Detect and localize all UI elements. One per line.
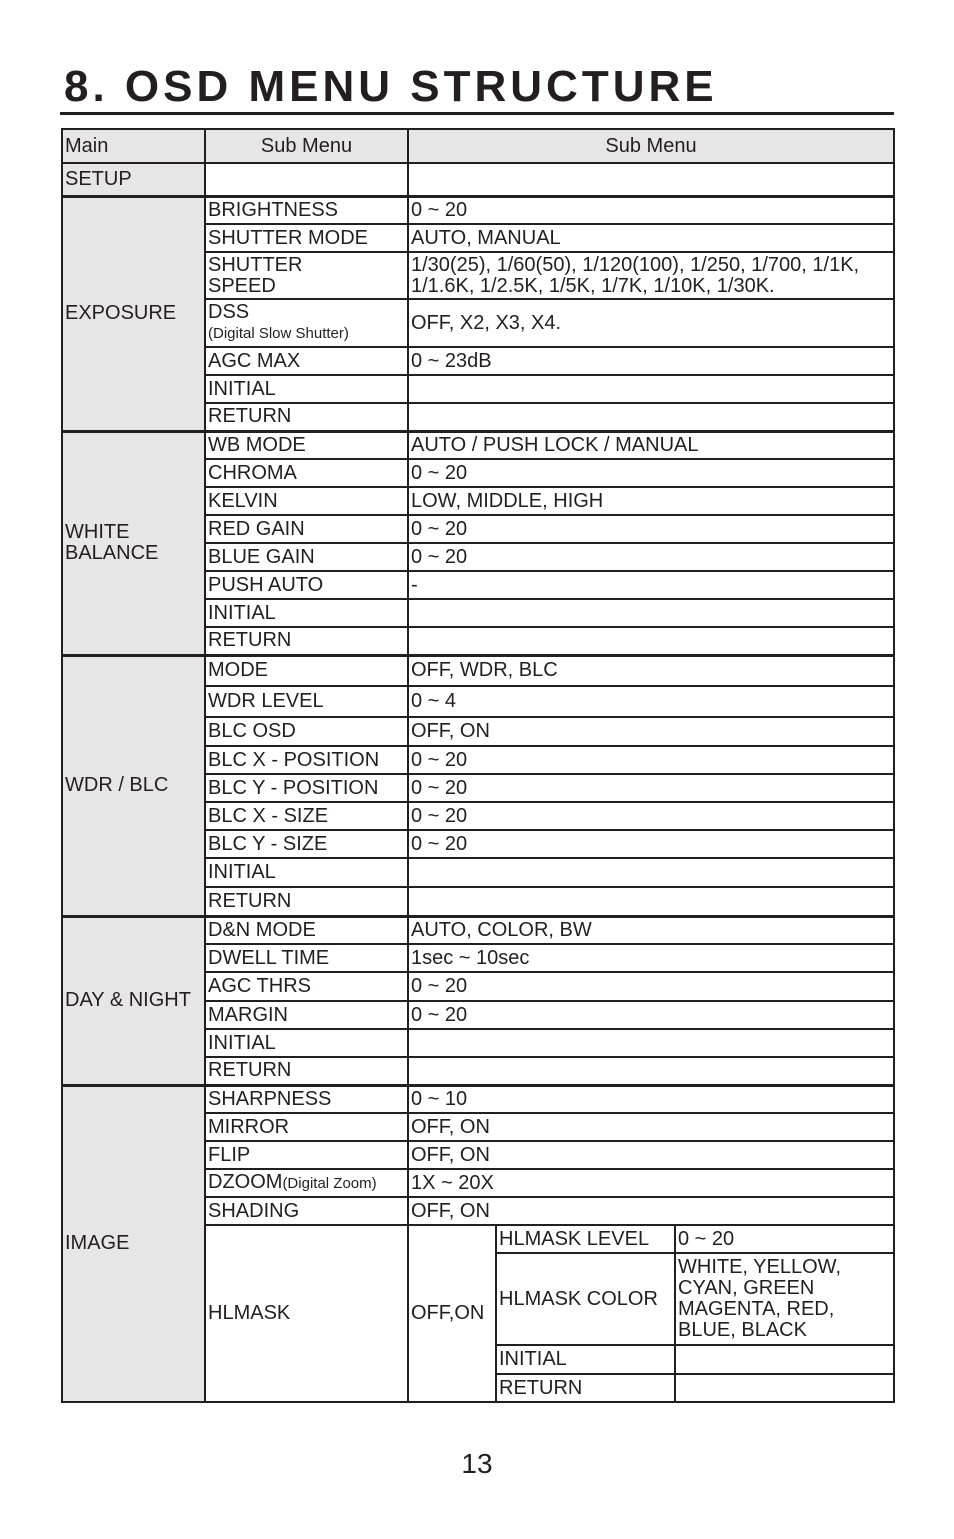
setup-value-empty: [408, 163, 894, 196]
value-shutter-speed: [408, 252, 894, 299]
value-blc-y-size: 0 ~ 20: [408, 830, 894, 858]
value-initial: [408, 1029, 894, 1057]
submenu-agc-thrs: AGC THRS: [205, 972, 408, 1001]
header-row: [62, 129, 894, 163]
header-sub-menu-1: Sub Menu: [205, 129, 408, 163]
submenu-shutter-speed: [205, 252, 408, 299]
value-hlmask-return: [675, 1374, 894, 1402]
submenu-blc-y-size: BLC Y - SIZE: [205, 830, 408, 858]
value-initial: [408, 599, 894, 627]
value-red-gain: 0 ~ 20: [408, 515, 894, 543]
value-shutter-speed-line1: 1/30(25), 1/60(50), 1/120(100), 1/250, 1/700, 1/1K,: [411, 253, 860, 276]
submenu-mirror: MIRROR: [205, 1113, 408, 1141]
submenu-dss-note: (Digital Slow Shutter): [208, 325, 349, 342]
value-agc-max: 0 ~ 23dB: [408, 347, 894, 375]
value-initial: [408, 375, 894, 403]
header-sub-menu-2: Sub Menu: [408, 129, 894, 163]
value-agc-thrs: 0 ~ 20: [408, 972, 894, 1001]
submenu-initial: INITIAL: [205, 858, 408, 887]
submenu-blc-osd: BLC OSD: [205, 717, 408, 746]
value-hlmask: OFF,ON: [408, 1225, 496, 1402]
submenu-chroma: CHROMA: [205, 459, 408, 487]
submenu-wb-mode: WB MODE: [205, 431, 408, 459]
submenu-hlmask-return: RETURN: [496, 1374, 675, 1402]
submenu-hlmask-initial: INITIAL: [496, 1345, 675, 1374]
submenu-hlmask: HLMASK: [205, 1225, 408, 1402]
value-hlmask-color-line1: WHITE, YELLOW,: [678, 1256, 841, 1278]
main-wdr-blc: WDR / BLC: [62, 655, 205, 916]
main-white-balance-line1: WHITE: [65, 521, 130, 543]
submenu-return: RETURN: [205, 1057, 408, 1085]
value-flip: OFF, ON: [408, 1141, 894, 1169]
osd-menu-table: [61, 128, 895, 1403]
submenu-agc-max: AGC MAX: [205, 347, 408, 375]
submenu-return: RETURN: [205, 887, 408, 916]
page-number: 13: [461, 1448, 493, 1479]
value-margin: 0 ~ 20: [408, 1001, 894, 1029]
submenu-flip: FLIP: [205, 1141, 408, 1169]
submenu-wdr-level: WDR LEVEL: [205, 686, 408, 717]
submenu-shutter-speed-line1: SHUTTER: [208, 253, 303, 276]
value-shading: OFF, ON: [408, 1197, 894, 1225]
setup-row: [62, 163, 894, 196]
submenu-kelvin: KELVIN: [205, 487, 408, 515]
submenu-return: RETURN: [205, 627, 408, 655]
value-wb-mode: AUTO / PUSH LOCK / MANUAL: [408, 431, 894, 459]
value-hlmask-level: 0 ~ 20: [675, 1225, 894, 1253]
submenu-dss-name: DSS: [208, 301, 250, 323]
submenu-blc-y-position: BLC Y - POSITION: [205, 774, 408, 802]
submenu-red-gain: RED GAIN: [205, 515, 408, 543]
value-return: [408, 1057, 894, 1085]
submenu-blc-x-position: BLC X - POSITION: [205, 746, 408, 774]
value-shutter-speed-line2: 1/1.6K, 1/2.5K, 1/5K, 1/7K, 1/10K, 1/30K.: [411, 274, 775, 297]
value-blc-x-size: 0 ~ 20: [408, 802, 894, 830]
value-return: [408, 403, 894, 431]
title-underline: [60, 112, 894, 115]
value-initial: [408, 858, 894, 887]
value-blc-y-position: 0 ~ 20: [408, 774, 894, 802]
submenu-blc-x-size: BLC X - SIZE: [205, 802, 408, 830]
main-white-balance: [62, 431, 205, 655]
value-brightness: 0 ~ 20: [408, 196, 894, 224]
value-dss: OFF, X2, X3, X4.: [408, 299, 894, 347]
submenu-shutter-speed-line2: SPEED: [208, 274, 276, 297]
value-sharpness: 0 ~ 10: [408, 1085, 894, 1113]
submenu-shading: SHADING: [205, 1197, 408, 1225]
submenu-dss: [205, 299, 408, 347]
value-chroma: 0 ~ 20: [408, 459, 894, 487]
value-return: [408, 887, 894, 916]
table-row: [62, 655, 894, 686]
submenu-hlmask-color: HLMASK COLOR: [496, 1253, 675, 1345]
submenu-shutter-mode: SHUTTER MODE: [205, 224, 408, 252]
value-blc-osd: OFF, ON: [408, 717, 894, 746]
value-hlmask-initial: [675, 1345, 894, 1374]
submenu-sharpness: SHARPNESS: [205, 1085, 408, 1113]
submenu-brightness: BRIGHTNESS: [205, 196, 408, 224]
value-mirror: OFF, ON: [408, 1113, 894, 1141]
header-main: Main: [62, 129, 205, 163]
submenu-dzoom-note: (Digital Zoom): [282, 1175, 377, 1192]
value-hlmask-color-line3: MAGENTA, RED,: [678, 1298, 835, 1320]
page-title: 8. OSD MENU STRUCTURE: [64, 62, 718, 111]
submenu-initial: INITIAL: [205, 1029, 408, 1057]
main-exposure: EXPOSURE: [62, 196, 205, 431]
submenu-dzoom: [205, 1169, 408, 1197]
submenu-dn-mode: D&N MODE: [205, 916, 408, 944]
submenu-push-auto: PUSH AUTO: [205, 571, 408, 599]
submenu-hlmask-level: HLMASK LEVEL: [496, 1225, 675, 1253]
value-blc-x-position: 0 ~ 20: [408, 746, 894, 774]
table-row: [62, 431, 894, 459]
value-push-auto: -: [408, 571, 894, 599]
table-row: [62, 916, 894, 944]
submenu-dzoom-name: DZOOM: [208, 1171, 283, 1193]
main-day-night: DAY & NIGHT: [62, 916, 205, 1085]
submenu-initial: INITIAL: [205, 599, 408, 627]
value-shutter-mode: AUTO, MANUAL: [408, 224, 894, 252]
value-dzoom: 1X ~ 20X: [408, 1169, 894, 1197]
submenu-margin: MARGIN: [205, 1001, 408, 1029]
value-dn-mode: AUTO, COLOR, BW: [408, 916, 894, 944]
submenu-initial: INITIAL: [205, 375, 408, 403]
main-image: IMAGE: [62, 1085, 205, 1402]
value-blue-gain: 0 ~ 20: [408, 543, 894, 571]
value-wdr-level: 0 ~ 4: [408, 686, 894, 717]
value-hlmask-color-line2: CYAN, GREEN: [678, 1277, 815, 1299]
table-row: [62, 1085, 894, 1113]
submenu-mode: MODE: [205, 655, 408, 686]
value-dwell-time: 1sec ~ 10sec: [408, 944, 894, 972]
table-row: [62, 196, 894, 224]
submenu-return: RETURN: [205, 403, 408, 431]
main-white-balance-line2: BALANCE: [65, 542, 159, 564]
setup-sub-empty: [205, 163, 408, 196]
value-return: [408, 627, 894, 655]
main-setup: SETUP: [62, 163, 205, 196]
value-hlmask-color: [675, 1253, 894, 1345]
value-hlmask-color-line4: BLUE, BLACK: [678, 1319, 807, 1341]
submenu-blue-gain: BLUE GAIN: [205, 543, 408, 571]
submenu-dwell-time: DWELL TIME: [205, 944, 408, 972]
value-kelvin: LOW, MIDDLE, HIGH: [408, 487, 894, 515]
value-mode: OFF, WDR, BLC: [408, 655, 894, 686]
